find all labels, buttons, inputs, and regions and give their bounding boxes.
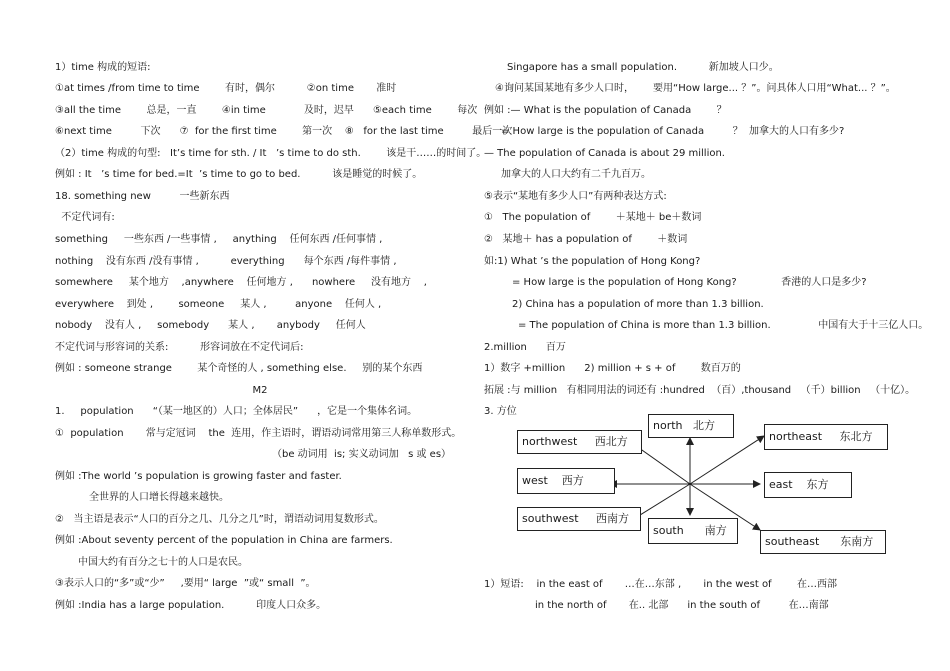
compass-southeast-box: southeast 东南方 — [760, 530, 886, 554]
text-line: 例如 :India has a large population. 印度人口众多。 — [55, 600, 327, 611]
text-line: = How large is the population of Canada ？ 加拿大的人口有多少? — [501, 126, 845, 137]
text-line: everywhere 到处 , someone 某人 , anyone 任何人 , — [55, 299, 382, 310]
text-line: 全世界的人口增长得越来越快。 — [89, 492, 229, 503]
text-line: ①at times /from time to time 有时，偶尔 ②on time 准时 — [55, 83, 397, 94]
text-line: 如:1) What ’s the population of Hong Kong? — [484, 256, 701, 267]
text-line: something 一些东西 /一些事情 , anything 任何东西 /任何事情 , — [55, 234, 383, 245]
text-line: 2.million 百万 — [484, 342, 566, 353]
text-line: ⑥next time 下次 ⑦ for the first time 第一次 ⑧ for the last time 最后一次 — [55, 126, 513, 137]
text-line: 例如 : someone strange 某个奇怪的人 , something else. 别的某个东西 — [55, 363, 423, 374]
compass-south-box: south 南方 — [648, 518, 738, 544]
text-line: 1. population “（某一地区的）人口；全体居民” ，它是一个集体名词。 — [55, 406, 418, 417]
text-line: （be 动词用 is; 实义动词加 s 或 es） — [272, 449, 452, 460]
text-line: 1）数字 +million 2) million + s + of 数百万的 — [484, 363, 741, 374]
section-heading: M2 — [252, 385, 268, 396]
text-line: 例如 :— What is the population of Canada ？ — [484, 105, 727, 116]
text-line: ③表示人口的“多”或“少” ,要用“ large ”或“ small ”。 — [55, 578, 316, 589]
text-line: = How large is the population of Hong Kong? 香港的人口是多少? — [512, 277, 867, 288]
text-line: 拓展 :与 million 有相同用法的词还有 :hundred （百）,thousand （千）billion （十亿）。 — [484, 385, 916, 396]
compass-northwest-box: northwest 西北方 — [517, 430, 642, 454]
compass-southwest-box: southwest 西南方 — [517, 507, 641, 531]
text-line: ① population 常与定冠词 the 连用，作主语时，谓语动词常用第三人称单数形式。 — [55, 428, 462, 439]
text-line: ④询问某国某地有多少人口时， 要用“How large... ？”。问具体人口用“What... ？”。 — [495, 83, 896, 94]
text-line: in the north of 在.. 北部 in the south of 在…南部 — [535, 600, 829, 611]
compass-north-box: north 北方 — [648, 414, 734, 438]
text-line: （2）time 构成的句型: It’s time for sth. / It ’s time to do sth. 该是干……的时间了。 — [55, 148, 487, 159]
text-line: 1）短语: in the east of …在…东部 , in the west of 在…西部 — [484, 579, 838, 590]
text-line: 2) China has a population of more than 1.3 billion. — [512, 299, 764, 310]
text-line: ③all the time 总是，一直 ④in time 及时，迟早 ⑤each time 每次 — [55, 105, 478, 116]
text-line: 加拿大的人口大约有二千九百万。 — [501, 169, 651, 180]
compass-northeast-box: northeast 东北方 — [764, 424, 888, 450]
text-line: nobody 没有人 , somebody 某人 , anybody 任何人 — [55, 320, 366, 331]
text-line: 不定代词与形容词的关系: 形容词放在不定代词后: — [55, 342, 304, 353]
text-line: 例如 :The world ’s population is growing faster and faster. — [55, 471, 342, 482]
arrow-northeast — [690, 436, 764, 484]
text-line: 不定代词有: — [55, 212, 115, 223]
compass-west-box: west 西方 — [517, 468, 615, 494]
text-line: 3. 方位 — [484, 406, 517, 417]
text-line: 18. something new 一些新东西 — [55, 191, 230, 202]
text-line: ② 当主语是表示“人口的百分之几、几分之几”时，谓语动词用复数形式。 — [55, 514, 384, 525]
text-line: 中国大约有百分之七十的人口是农民。 — [78, 557, 248, 568]
text-line: 例如 : It ’s time for bed.=It ’s time to go to bed. 该是睡觉的时候了。 — [55, 169, 423, 180]
text-line: = The population of China is more than 1.3 billion. 中国有大于十三亿人口。 — [518, 320, 929, 331]
text-line: 1）time 构成的短语: — [55, 62, 151, 73]
text-line: nothing 没有东西 /没有事情 , everything 每个东西 /每件事情 , — [55, 256, 397, 267]
text-line: ⑤表示“某地有多少人口”有两种表达方式: — [484, 191, 667, 202]
text-line: ② 某地＋ has a population of ＋数词 — [484, 234, 688, 245]
text-line: — The population of Canada is about 29 million. — [484, 148, 725, 159]
compass-east-box: east 东方 — [764, 472, 852, 498]
text-line: somewhere 某个地方 ,anywhere 任何地方 , nowhere 没有地方 , — [55, 277, 427, 288]
text-line: 例如 :About seventy percent of the population in China are farmers. — [55, 535, 393, 546]
text-line: ① The population of ＋某地＋ be＋数词 — [484, 212, 702, 223]
text-line: Singapore has a small population. 新加坡人口少。 — [507, 62, 779, 73]
